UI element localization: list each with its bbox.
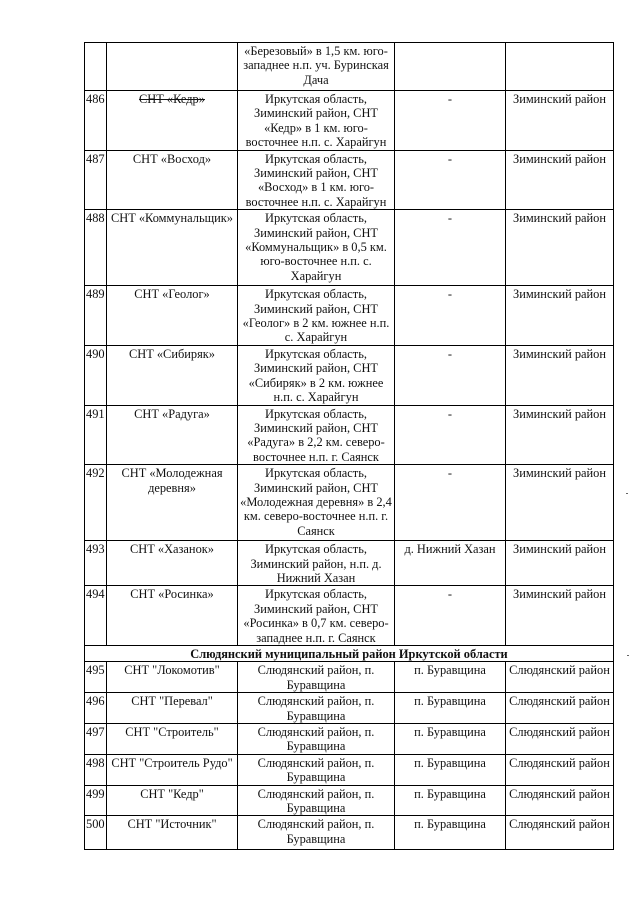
row-number: 497	[85, 723, 107, 754]
row-number: 490	[85, 345, 107, 405]
row-number: 489	[85, 286, 107, 346]
row-number: 488	[85, 210, 107, 286]
row-locality	[395, 43, 506, 91]
row-address: Слюдянский район, п. Буравщина	[238, 816, 395, 850]
row-locality: п. Буравщина	[395, 662, 506, 693]
table-row	[85, 465, 614, 541]
row-name: СНТ «Хазанок»	[107, 541, 238, 586]
section-header-row	[85, 646, 614, 662]
row-locality: -	[395, 150, 506, 210]
row-locality: д. Нижний Хазан	[395, 541, 506, 586]
scan-speck	[627, 655, 629, 656]
row-district: Зиминский район	[506, 210, 614, 286]
table-row	[85, 816, 614, 850]
row-district: Слюдянский район	[506, 816, 614, 850]
table-row	[85, 754, 614, 785]
row-number: 495	[85, 662, 107, 693]
table-row	[85, 43, 614, 91]
row-number: 498	[85, 754, 107, 785]
row-district: Зиминский район	[506, 286, 614, 346]
row-address: Иркутская область, Зиминский район, СНТ «Сибиряк» в 2 км. южнее н.п. с. Харайгун	[238, 345, 395, 405]
row-district: Слюдянский район	[506, 693, 614, 724]
row-number: 491	[85, 405, 107, 465]
table-row	[85, 662, 614, 693]
row-district: Зиминский район	[506, 91, 614, 151]
row-address: Иркутская область, Зиминский район, СНТ «Росинка» в 0,7 км. северо-западнее н.п. г. Саянск	[238, 586, 395, 646]
table-row	[85, 210, 614, 286]
table-row	[85, 150, 614, 210]
row-locality: п. Буравщина	[395, 785, 506, 816]
row-number: 487	[85, 150, 107, 210]
row-district: Зиминский район	[506, 465, 614, 541]
row-name: СНТ «Восход»	[107, 150, 238, 210]
table-row	[85, 541, 614, 586]
table-row	[85, 91, 614, 151]
row-address: Иркутская область, Зиминский район, СНТ «Геолог» в 2 км. южнее н.п. с. Харайгун	[238, 286, 395, 346]
table-row	[85, 586, 614, 646]
row-name: СНТ «Росинка»	[107, 586, 238, 646]
row-address: Иркутская область, Зиминский район, СНТ «Радуга» в 2,2 км. северо-восточнее н.п. г. Саянск	[238, 405, 395, 465]
row-name: СНТ «Геолог»	[107, 286, 238, 346]
row-district: Слюдянский район	[506, 785, 614, 816]
row-address: Иркутская область, Зиминский район, СНТ «Молодежная деревня» в 2,4 км. северо-восточнее н.п. г. Саянск	[238, 465, 395, 541]
row-district: Зиминский район	[506, 541, 614, 586]
row-number: 496	[85, 693, 107, 724]
row-address: Иркутская область, Зиминский район, н.п. д. Нижний Хазан	[238, 541, 395, 586]
row-district: Слюдянский район	[506, 662, 614, 693]
row-address: Иркутская область, Зиминский район, СНТ «Восход» в 1 км. юго-восточнее н.п. с. Харайгун	[238, 150, 395, 210]
row-locality: -	[395, 91, 506, 151]
table-row	[85, 405, 614, 465]
row-name	[107, 43, 238, 91]
row-address: Слюдянский район, п. Буравщина	[238, 662, 395, 693]
row-locality: -	[395, 586, 506, 646]
row-address: Слюдянский район, п. Буравщина	[238, 754, 395, 785]
row-locality: -	[395, 465, 506, 541]
row-district: Зиминский район	[506, 586, 614, 646]
row-locality: п. Буравщина	[395, 723, 506, 754]
row-district: Зиминский район	[506, 150, 614, 210]
scan-speck	[626, 493, 628, 494]
row-number: 492	[85, 465, 107, 541]
row-number: 494	[85, 586, 107, 646]
row-name: СНТ «Радуга»	[107, 405, 238, 465]
row-name: СНТ "Локомотив"	[107, 662, 238, 693]
row-district: Слюдянский район	[506, 723, 614, 754]
row-name: СНТ «Кедр»	[107, 91, 238, 151]
row-district	[506, 43, 614, 91]
row-district: Слюдянский район	[506, 754, 614, 785]
table-row	[85, 286, 614, 346]
table-row	[85, 693, 614, 724]
table-row	[85, 345, 614, 405]
row-address: Иркутская область, Зиминский район, СНТ «Коммунальщик» в 0,5 км. юго-восточнее н.п. с. Харайгун	[238, 210, 395, 286]
row-address: Иркутская область, Зиминский район, СНТ «Кедр» в 1 км. юго-восточнее н.п. с. Харайгун	[238, 91, 395, 151]
row-locality: -	[395, 405, 506, 465]
row-address: «Березовый» в 1,5 км. юго-западнее н.п. уч. Буринская Дача	[238, 43, 395, 91]
section-title: Слюдянский муниципальный район Иркутской области	[85, 646, 614, 662]
row-name: СНТ "Строитель"	[107, 723, 238, 754]
row-locality: -	[395, 210, 506, 286]
row-number: 486	[85, 91, 107, 151]
row-locality: п. Буравщина	[395, 816, 506, 850]
row-number	[85, 43, 107, 91]
row-name: СНТ «Коммунальщик»	[107, 210, 238, 286]
row-address: Слюдянский район, п. Буравщина	[238, 723, 395, 754]
row-number: 500	[85, 816, 107, 850]
row-locality: п. Буравщина	[395, 693, 506, 724]
row-district: Зиминский район	[506, 345, 614, 405]
row-number: 493	[85, 541, 107, 586]
row-locality: п. Буравщина	[395, 754, 506, 785]
row-locality: -	[395, 345, 506, 405]
row-number: 499	[85, 785, 107, 816]
table-row	[85, 723, 614, 754]
row-name: СНТ «Сибиряк»	[107, 345, 238, 405]
row-name: СНТ "Перевал"	[107, 693, 238, 724]
registry-table	[84, 42, 614, 850]
row-address: Слюдянский район, п. Буравщина	[238, 693, 395, 724]
row-name: СНТ "Строитель Рудо"	[107, 754, 238, 785]
row-name: СНТ "Кедр"	[107, 785, 238, 816]
row-name: СНТ «Молодежная деревня»	[107, 465, 238, 541]
table-row	[85, 785, 614, 816]
row-locality: -	[395, 286, 506, 346]
row-address: Слюдянский район, п. Буравщина	[238, 785, 395, 816]
row-district: Зиминский район	[506, 405, 614, 465]
row-name: СНТ "Источник"	[107, 816, 238, 850]
